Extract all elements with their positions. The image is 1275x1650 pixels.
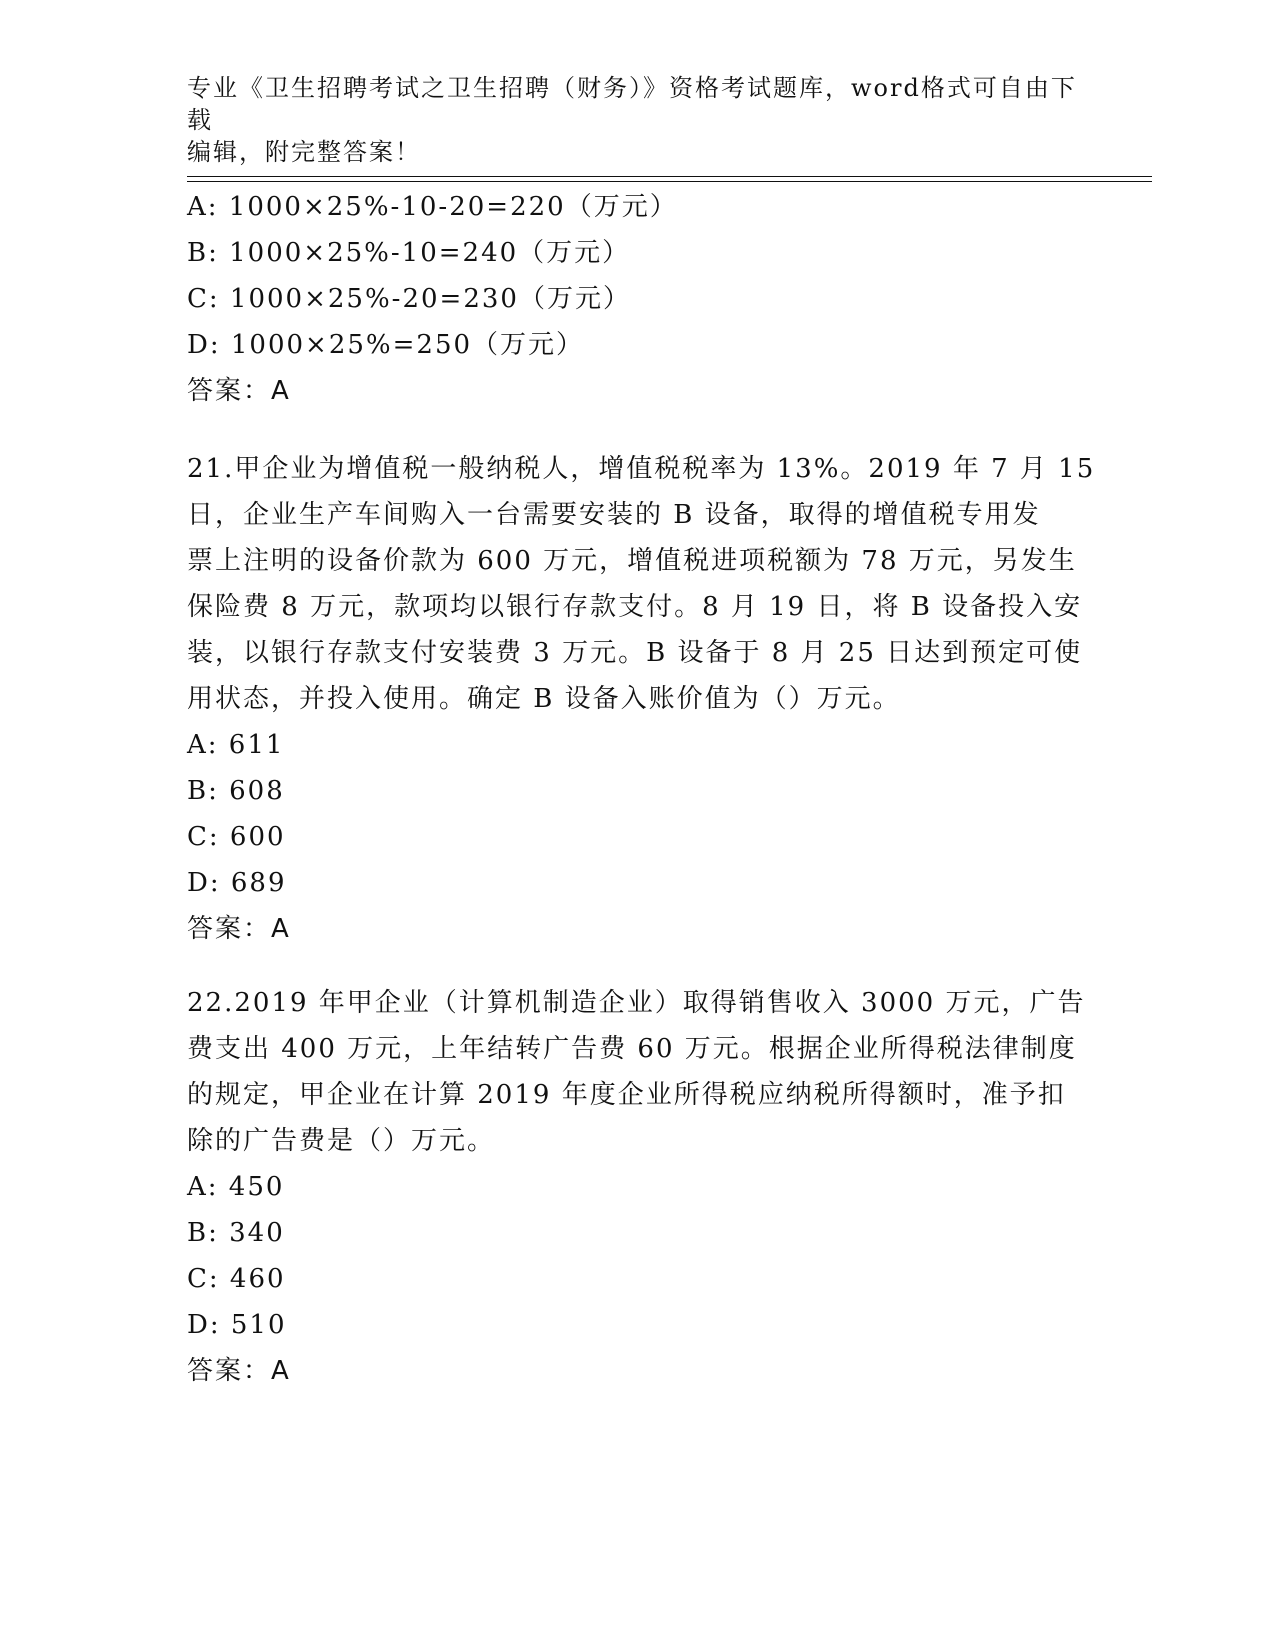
header-line-2: 编辑，附完整答案！: [187, 138, 421, 166]
option-c: C: 1000×25%-20=230（万元）: [187, 284, 631, 314]
question-text-line: 的规定，甲企业在计算 2019 年度企业所得税应纳税所得额时，准予扣: [187, 1080, 1066, 1110]
option-d: D: 1000×25%=250（万元）: [187, 330, 585, 360]
answer-line: 答案：A: [187, 376, 291, 406]
question-text-line: 装，以银行存款支付安装费 3 万元。B 设备于 8 月 25 日达到预定可使: [187, 638, 1083, 668]
option-c: C: 460: [187, 1264, 286, 1294]
question-text-line: 用状态，并投入使用。确定 B 设备入账价值为（）万元。: [187, 684, 901, 714]
question-20-options: [187, 184, 1087, 414]
document-header: [187, 72, 1077, 168]
question-text-line: 除的广告费是（）万元。: [187, 1126, 496, 1156]
option-d: D: 689: [187, 868, 287, 898]
question-text-line: 日，企业生产车间购入一台需要安装的 B 设备，取得的增值税专用发: [187, 500, 1041, 530]
header-divider-top: [187, 176, 1152, 177]
header-line-1: 专业《卫生招聘考试之卫生招聘（财务）》资格考试题库，word格式可自由下载: [187, 74, 1077, 134]
option-d: D: 510: [187, 1310, 287, 1340]
option-b: B: 608: [187, 776, 285, 806]
option-a: A: 450: [187, 1172, 285, 1202]
option-b: B: 1000×25%-10=240（万元）: [187, 238, 631, 268]
question-22: [187, 980, 1087, 1394]
answer-line: 答案：A: [187, 914, 291, 944]
option-b: B: 340: [187, 1218, 285, 1248]
option-a: A: 1000×25%-10-20=220（万元）: [187, 192, 678, 222]
option-c: C: 600: [187, 822, 286, 852]
question-text-line: 保险费 8 万元，款项均以银行存款支付。8 月 19 日，将 B 设备投入安: [187, 592, 1083, 622]
question-text-line: 费支出 400 万元，上年结转广告费 60 万元。根据企业所得税法律制度: [187, 1034, 1077, 1064]
question-text-line: 票上注明的设备价款为 600 万元，增值税进项税额为 78 万元，另发生: [187, 546, 1077, 576]
question-text-line: 22.2019 年甲企业（计算机制造企业）取得销售收入 3000 万元，广告: [187, 988, 1086, 1018]
option-a: A: 611: [187, 730, 285, 760]
header-divider-bottom: [187, 181, 1152, 182]
question-text-line: 21.甲企业为增值税一般纳税人，增值税税率为 13%。2019 年 7 月 15: [187, 454, 1096, 484]
answer-line: 答案：A: [187, 1356, 291, 1386]
question-21: [187, 446, 1096, 952]
